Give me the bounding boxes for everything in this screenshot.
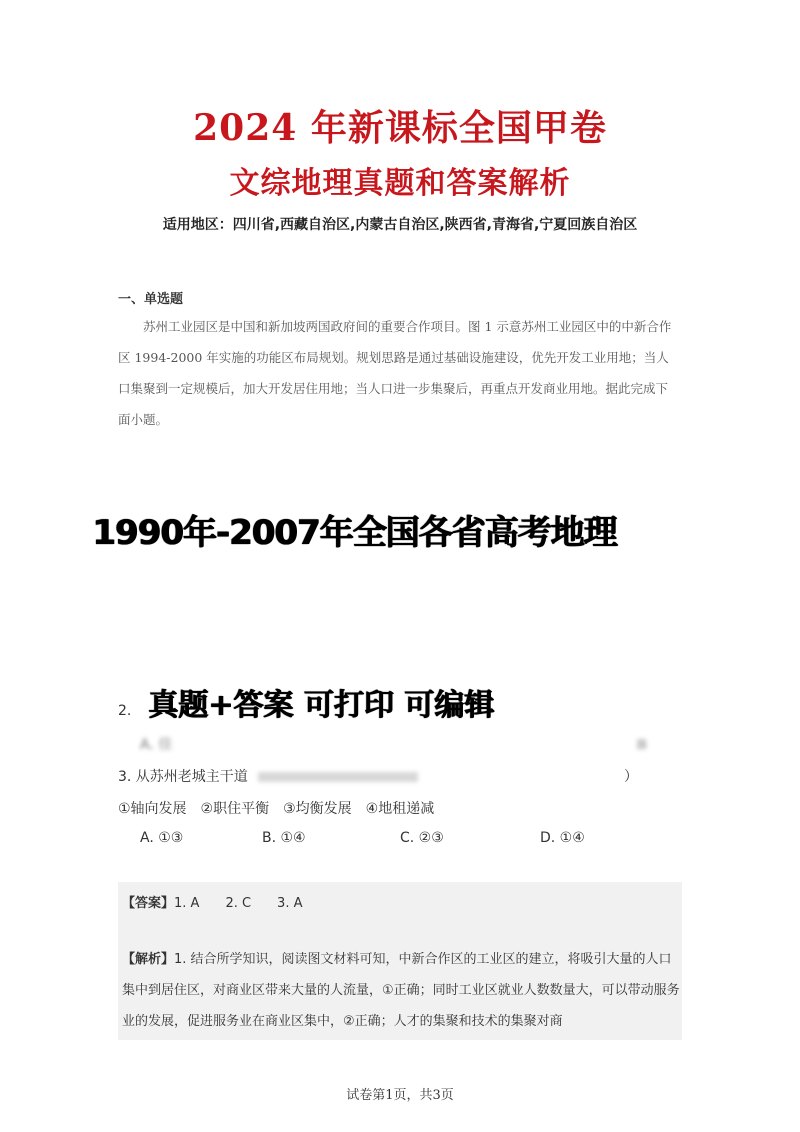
question-2-number: 2. — [118, 703, 132, 719]
applicable-regions: 适用地区：四川省,西藏自治区,内蒙古自治区,陕西省,青海省,宁夏回族自治区 — [162, 217, 638, 233]
document-subtitle: 文综地理真题和答案解析 — [229, 166, 571, 201]
promo-overlay-line1: 1990年-2007年全国各省高考地理 — [92, 513, 617, 553]
question-3-choices: ①轴向发展 ②职住平衡 ③均衡发展 ④地租递减 — [118, 801, 435, 817]
question-3-text — [118, 766, 418, 786]
option-c: C. ②③ — [400, 830, 444, 846]
answer-line — [122, 892, 303, 911]
question-stem-paragraph: 苏州工业园区是中国和新加坡两国政府间的重要合作项目。图 1 示意苏州工业园区中的中新合作区 1994-2000 年实施的功能区布局规划。规划思路是通过基础设施建设，优先开发工业用地；当人口集聚到一定规模后，加大开发居住用地；当人口进一步集聚后，再重点开发商业用地。据此完成下面小题。 — [118, 319, 672, 427]
explanation-text: 1. 结合所学知识，阅读图文材料可知，中新合作区的工业区的建立，将吸引大量的人口集中到居住区，对商业区带来大量的人流量，①正确；同时工业区就业人数数量大，可以带动服务业的发展，促进服务业在商业区集中，②正确；人才的集聚和技术的集聚对商 — [122, 952, 680, 1029]
page-footer: 试卷第1页，共3页 — [346, 1088, 454, 1103]
question-2-option-a: A. 佳 — [140, 737, 173, 753]
question-3-paren: ） — [624, 769, 638, 785]
option-a: A. ①③ — [140, 830, 184, 846]
option-d: D. ①④ — [540, 830, 585, 846]
question-3-visible: 3. 从苏州老城主干道 — [118, 769, 248, 785]
blurred-region — [258, 772, 418, 782]
promo-overlay-line2: 真题+答案 可打印 可编辑 — [148, 688, 495, 723]
answer-values: 1. A 2. C 3. A — [174, 896, 303, 911]
option-b: B. ①④ — [262, 830, 306, 846]
explanation — [122, 944, 682, 1037]
document-title: 2024 年新课标全国甲卷 — [193, 107, 607, 149]
question-2-right-mark: 器 — [636, 738, 647, 751]
section-heading: 一、单选题 — [118, 292, 184, 307]
answer-label: 【答案】 — [122, 896, 175, 911]
explanation-label: 【解析】 — [122, 952, 175, 967]
